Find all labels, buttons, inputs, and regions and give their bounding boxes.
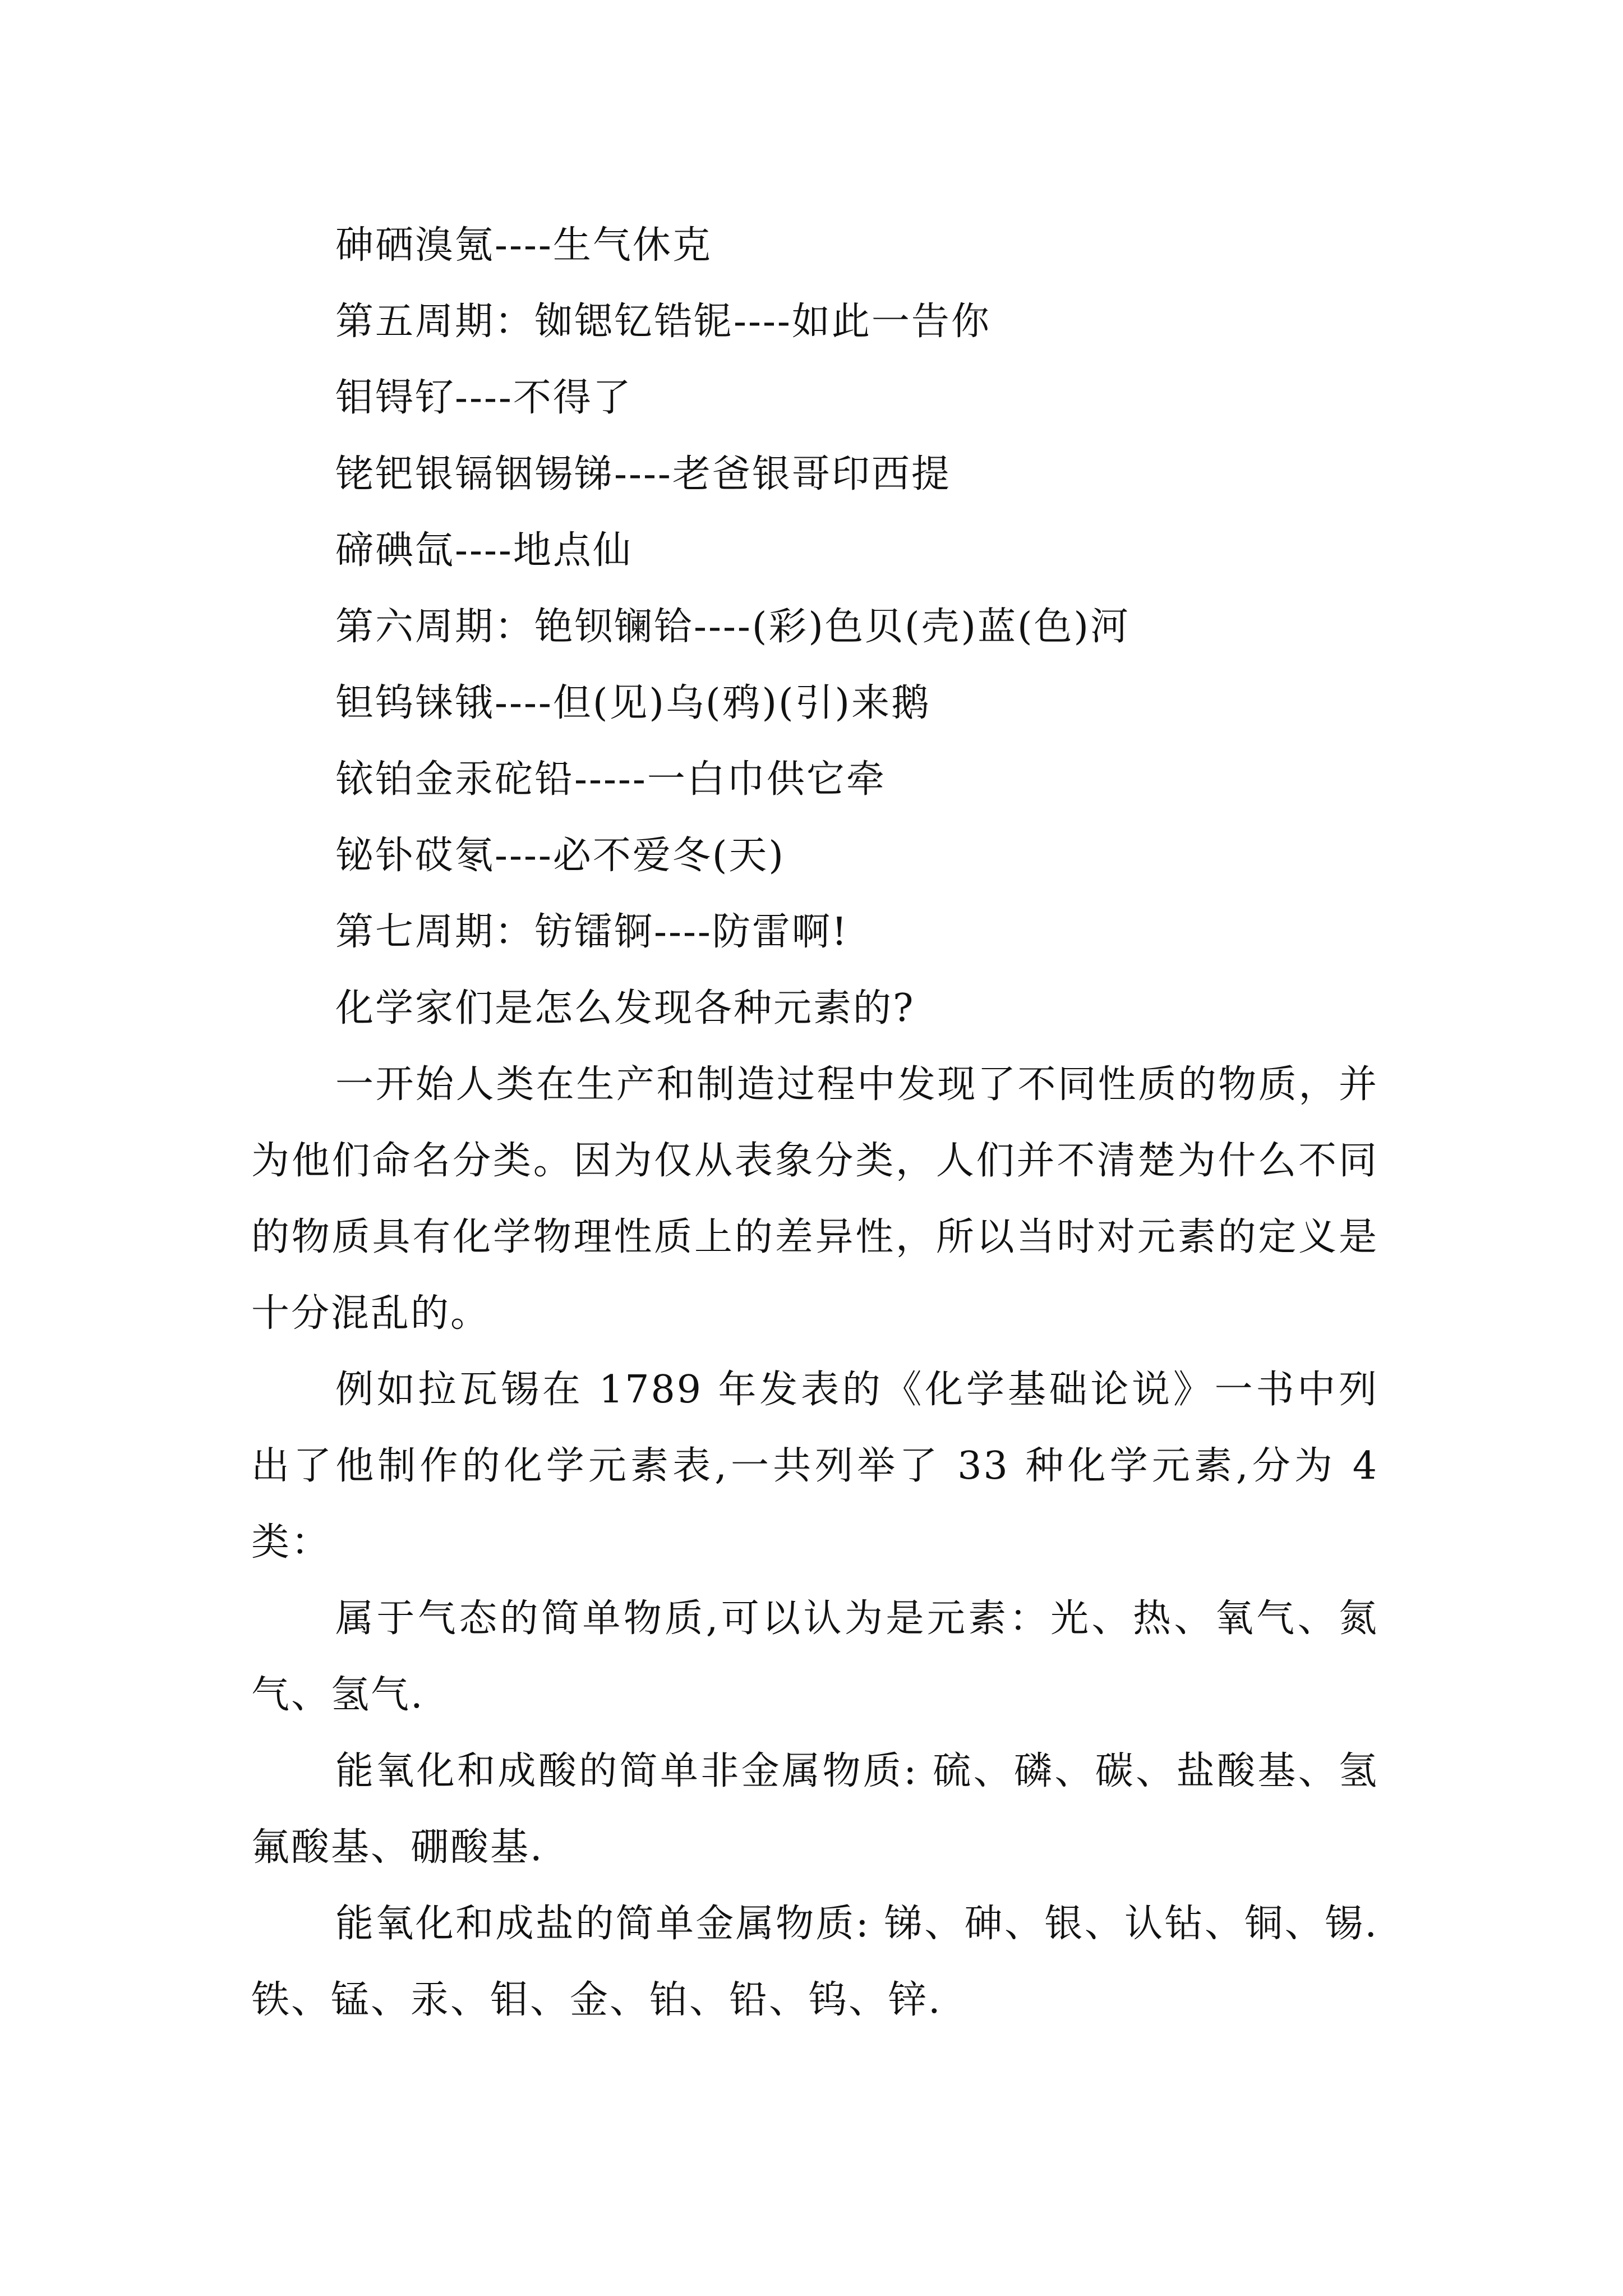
paragraph-lavoisier: 例如拉瓦锡在 1789 年发表的《化学基础论说》一书中列出了他制作的化学元素表,一共列举了 33 种化学元素,分为 4 类： (251, 1368, 1378, 1565)
mnemonic-line: 铑钯银镉铟锡锑----老爸银哥印西提 (335, 452, 951, 496)
paragraph-nonmetals: 能氧化和成酸的简单非金属物质: 硫、磷、碳、盐酸基、氢氟酸基、硼酸基. (251, 1749, 1378, 1870)
section-question: 化学家们是怎么发现各种元素的? (335, 986, 915, 1030)
page-content (251, 208, 1378, 2039)
mnemonic-line: 第七周期：钫镭锕----防雷啊! (335, 910, 849, 954)
mnemonic-line: 钽钨铼锇----但(见)乌(鸦)(引)来鹅 (335, 681, 932, 725)
mnemonic-line: 铱铂金汞砣铅-----一白巾供它牵 (335, 757, 886, 802)
mnemonic-line: 砷硒溴氪----生气休克 (335, 223, 712, 268)
paragraph-history: 一开始人类在生产和制造过程中发现了不同性质的物质，并为他们命名分类。因为仅从表象分类，人们并不清楚为什么不同的物质具有化学物理性质上的差异性，所以当时对元素的定义是十分混乱的。 (251, 1062, 1378, 1336)
mnemonic-line: 第六周期：铯钡镧铪----(彩)色贝(壳)蓝(色)河 (335, 605, 1131, 649)
mnemonic-line: 碲碘氙----地点仙 (335, 528, 633, 573)
mnemonic-line: 钼锝钌----不得了 (335, 376, 633, 420)
mnemonic-line: 铋钋砹氡----必不爱冬(天) (335, 834, 785, 878)
mnemonic-line: 第五周期：铷锶钇锆铌----如此一告你 (335, 300, 991, 344)
paragraph-metals: 能氧化和成盐的简单金属物质: 锑、砷、银、认钻、铜、锡.铁、锰、汞、钼、金、铂、铅、钨、锌. (251, 1902, 1378, 2022)
paragraph-gaseous-elements: 属于气态的简单物质,可以认为是元素：光、热、氧气、氮气、氢气. (251, 1596, 1378, 1717)
